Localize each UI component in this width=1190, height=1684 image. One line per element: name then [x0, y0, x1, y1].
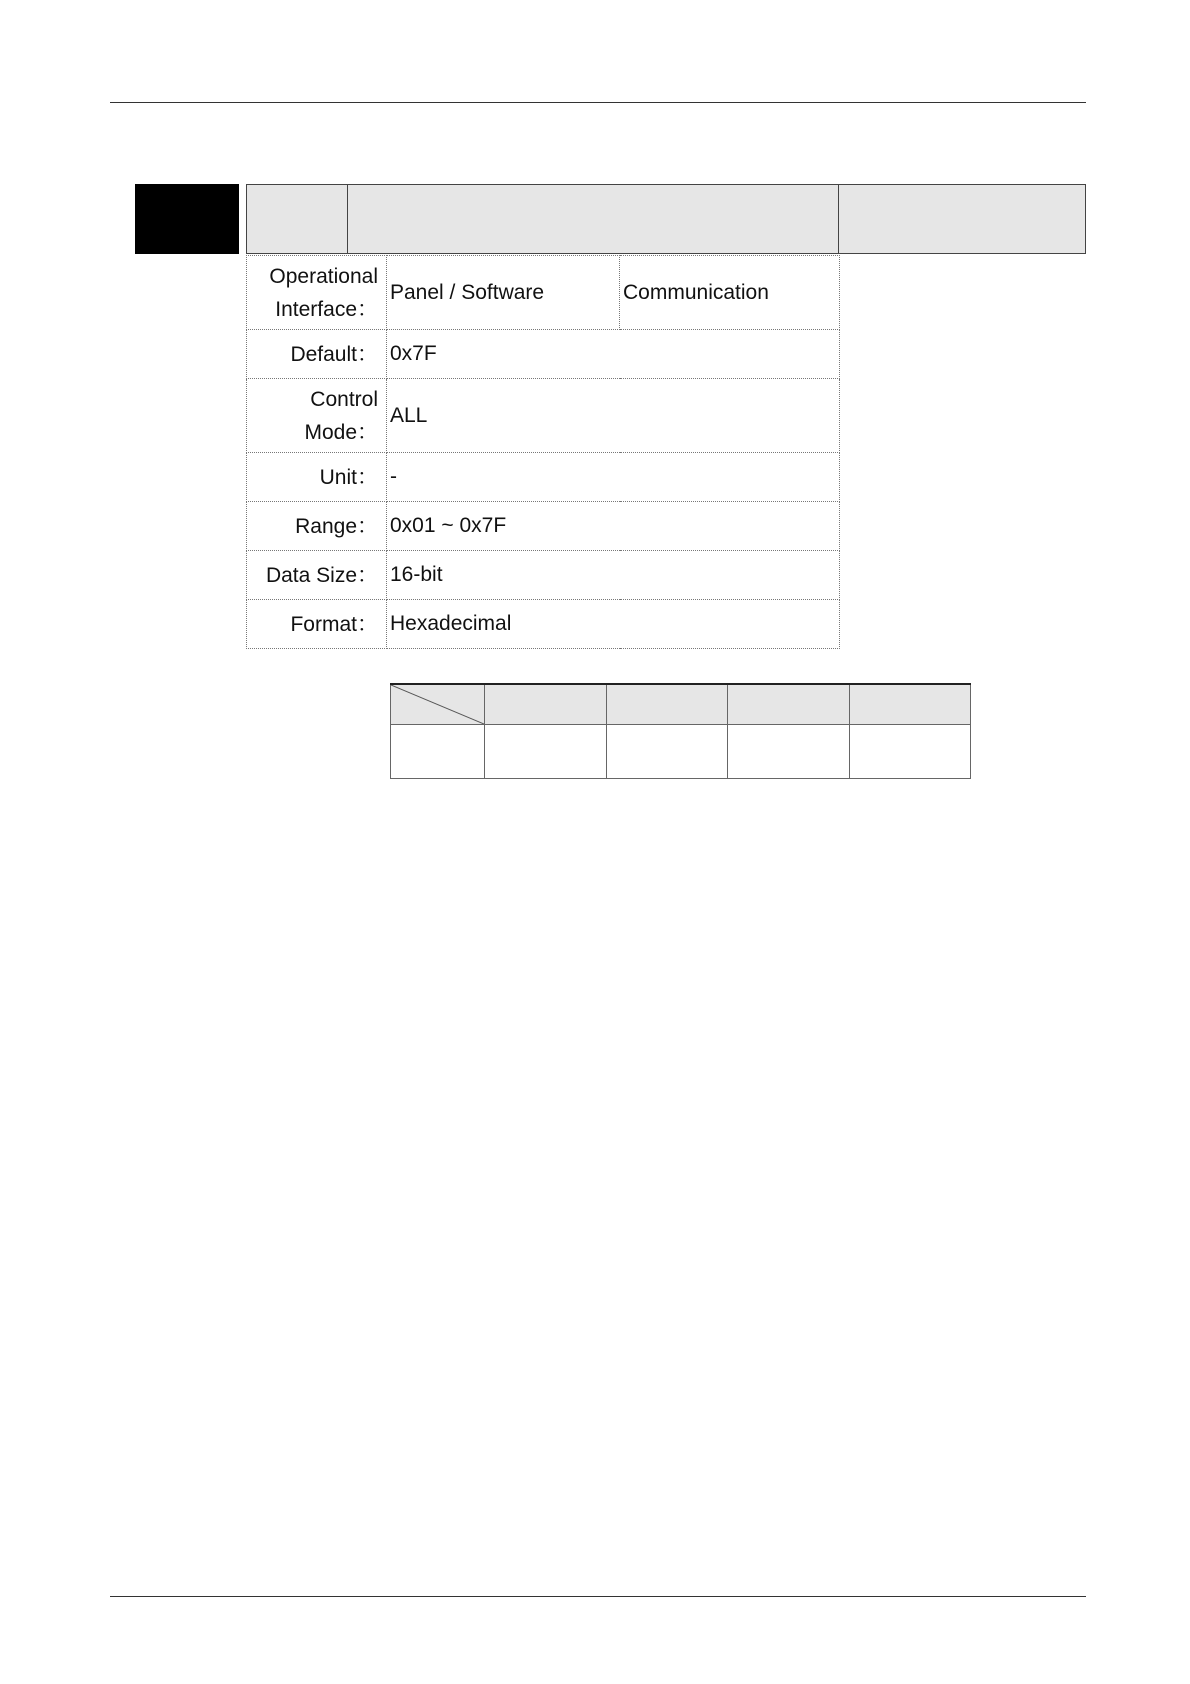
- bit-table-cell: [849, 725, 971, 779]
- parameter-attributes-table: [246, 255, 840, 649]
- bit-table-header-cell: [606, 684, 728, 725]
- data-size-row: [247, 551, 840, 600]
- header-rule: [110, 102, 1086, 103]
- parameter-id-cell: [247, 185, 348, 253]
- footer-rule: [110, 1596, 1086, 1597]
- bit-table-cell: [606, 725, 728, 779]
- bit-table-row-label-cell: [391, 725, 485, 779]
- unit-row: [247, 453, 840, 502]
- default-label: Default：: [247, 330, 387, 379]
- default-row: [247, 330, 840, 379]
- bit-table-header-cell: [849, 684, 971, 725]
- parameter-name-cell: [348, 185, 839, 253]
- data-size-label: Data Size：: [247, 551, 387, 600]
- parameter-code-tab: [135, 184, 239, 254]
- bit-table-header-row: [391, 684, 971, 725]
- range-row: [247, 502, 840, 551]
- range-label: Range：: [247, 502, 387, 551]
- communication-value: Communication: [620, 256, 840, 330]
- data-size-value: 16-bit: [387, 551, 840, 600]
- bit-table-header-cell: [728, 684, 850, 725]
- unit-value: -: [387, 453, 840, 502]
- operational-interface-label: Operational Interface：: [247, 256, 387, 330]
- default-value: 0x7F: [387, 330, 840, 379]
- bit-table-cell: [485, 725, 607, 779]
- unit-label: Unit：: [247, 453, 387, 502]
- diagonal-split-line: [391, 685, 484, 724]
- bit-table-cell: [728, 725, 850, 779]
- bit-table-header-cell: [485, 684, 607, 725]
- parameter-address-cell: [839, 185, 1085, 253]
- range-value: 0x01 ~ 0x7F: [387, 502, 840, 551]
- control-mode-label: Control Mode：: [247, 379, 387, 453]
- bit-table-row: [391, 725, 971, 779]
- bit-definition-table: [390, 683, 971, 779]
- panel-software-value: Panel / Software: [387, 256, 620, 330]
- control-mode-row: [247, 379, 840, 453]
- format-row: [247, 600, 840, 649]
- parameter-header-row: [246, 184, 1086, 254]
- bit-table-corner-cell: [391, 684, 485, 725]
- control-mode-value: ALL: [387, 379, 840, 453]
- format-value: Hexadecimal: [387, 600, 840, 649]
- format-label: Format：: [247, 600, 387, 649]
- operational-interface-row: [247, 256, 840, 330]
